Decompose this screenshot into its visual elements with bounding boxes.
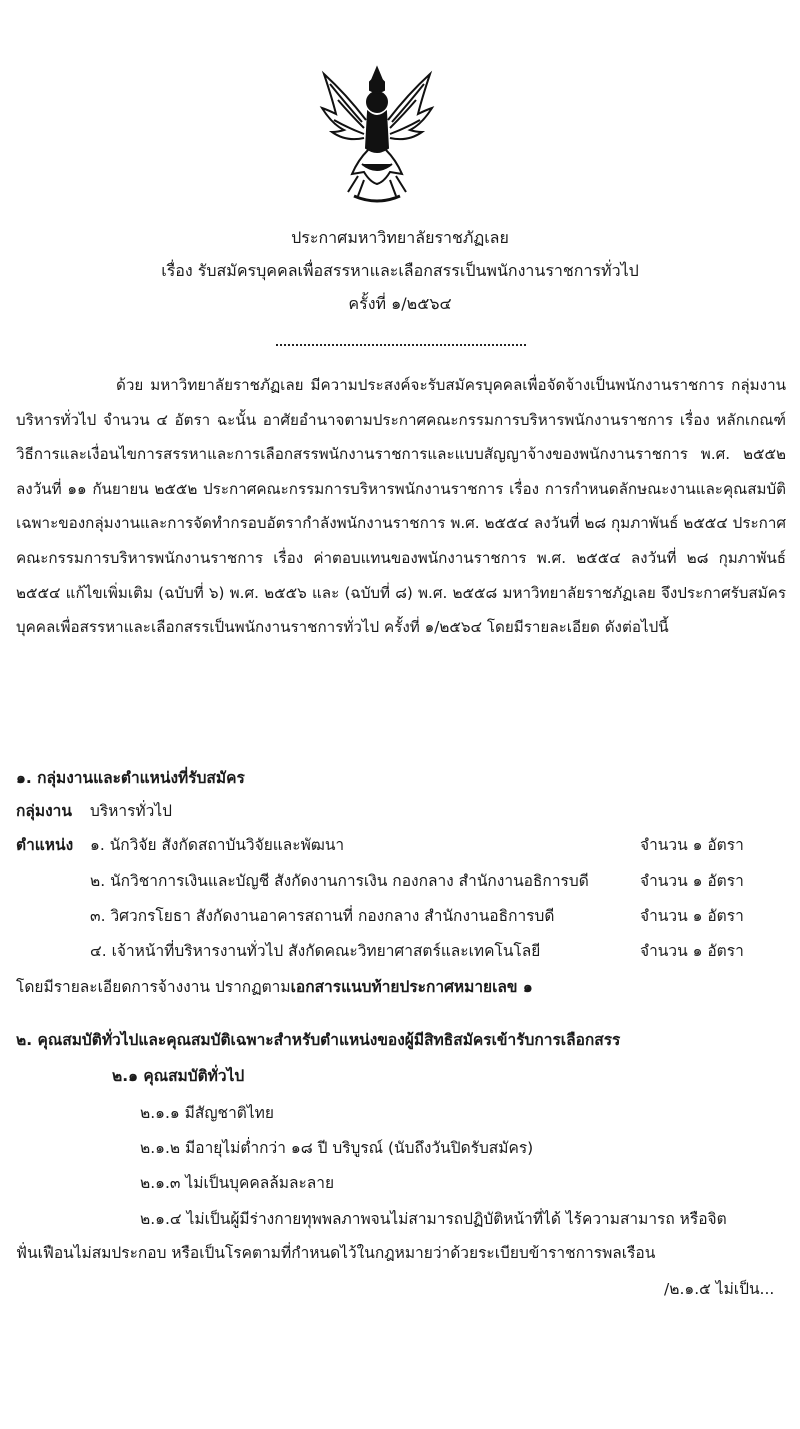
position-item: ๓. วิศวกรโยธา สังกัดงานอาคารสถานที่ กองกลาง สำนักงานอธิการบดี (90, 907, 555, 925)
intro-paragraph: ด้วย มหาวิทยาลัยราชภัฏเลย มีความประสงค์จะรับสมัครบุคคลเพื่อจัดจ้างเป็นพนักงานราชการ กลุ่มงานบริหารทั่วไป จำนวน ๔ อัตรา ฉะนั้น อาศัยอำนาจตามประกาศคณะกรรมการบริหารพนักงานราชการ เรื่อง หลักเกณฑ์ วิธีการและเงื่อนไขการสรรหาและการเลือกสรรพนักงานราชการและแบบสัญญาจ้างของพนักงานราชการ พ.ศ. ๒๕๕๒ ลงวันที่ ๑๑ กันยายน ๒๕๕๒ ประกาศคณะกรรมการบริหารพนักงานราชการ เรื่อง การกำหนดลักษณะงานและคุณสมบัติเฉพาะของกลุ่มงานและการจัดทำกรอบอัตรากำลังพนักงานราชการ พ.ศ. ๒๕๕๔ ลงวันที่ ๒๘ กุมภาพันธ์ ๒๕๕๔ ประกาศคณะกรรมการบริหารพนักงานราชการ เรื่อง ค่าตอบแทนของพนักงานราชการ พ.ศ. ๒๕๕๔ ลงวันที่ ๒๘ กุมภาพันธ์ ๒๕๕๔ แก้ไขเพิ่มเติม (ฉบับที่ ๖) พ.ศ. ๒๕๕๖ และ (ฉบับที่ ๘) พ.ศ. ๒๕๕๘ มหาวิทยาลัยราชภัฏเลย จึงประกาศรับสมัครบุคคลเพื่อสรรหาและเลือกสรรเป็นพนักงานราชการทั่วไป ครั้งที่ ๑/๒๕๖๔ โดยมีรายละเอียด ดังต่อไปนี้ (16, 376, 786, 637)
dotted-divider (276, 344, 526, 346)
document-title: ประกาศมหาวิทยาลัยราชภัฏเลย (291, 228, 509, 247)
position-count: จำนวน ๑ อัตรา (640, 942, 744, 960)
document-round: ครั้งที่ ๑/๒๕๖๔ (348, 294, 452, 313)
garuda-emblem-icon (318, 64, 436, 212)
qualification-item: ๒.๑.๒ มีอายุไม่ต่ำกว่า ๑๘ ปี บริบูรณ์ (นับถึงวันปิดรับสมัคร) (140, 1139, 534, 1157)
section2-subheading: ๒.๑ คุณสมบัติทั่วไป (112, 1067, 245, 1085)
qualification-continuation: ฟั่นเฟือนไม่สมประกอบ หรือเป็นโรคตามที่กำหนดไว้ในกฎหมายว่าด้วยระเบียบข้าราชการพลเรือน (16, 1244, 656, 1262)
position-count: จำนวน ๑ อัตรา (640, 872, 744, 890)
section1-heading: ๑. กลุ่มงานและตำแหน่งที่รับสมัคร (16, 769, 245, 787)
group-value: บริหารทั่วไป (90, 802, 172, 820)
section2-heading: ๒. คุณสมบัติทั่วไปและคุณสมบัติเฉพาะสำหรับตำแหน่งของผู้มีสิทธิสมัครเข้ารับการเลือกสรร (16, 1031, 621, 1049)
continued-marker: /๒.๑.๕ ไม่เป็น... (664, 1280, 775, 1298)
position-count: จำนวน ๑ อัตรา (640, 836, 744, 854)
group-label: กลุ่มงาน (16, 802, 72, 820)
position-item: ๒. นักวิชาการเงินและบัญชี สังกัดงานการเงิน กองกลาง สำนักงานอธิการบดี (90, 872, 589, 890)
detail-prefix: โดยมีรายละเอียดการจ้างงาน ปรากฏตาม (16, 978, 291, 996)
qualification-item: ๒.๑.๑ มีสัญชาติไทย (140, 1104, 274, 1122)
attachment-reference: เอกสารแนบท้ายประกาศหมายเลข ๑ (290, 978, 533, 996)
detail-reference (16, 974, 533, 999)
qualification-item: ๒.๑.๔ ไม่เป็นผู้มีร่างกายทุพพลภาพจนไม่สามารถปฏิบัติหน้าที่ได้ ไร้ความสามารถ หรือจิต (140, 1210, 727, 1228)
qualification-item: ๒.๑.๓ ไม่เป็นบุคคลล้มละลาย (140, 1174, 335, 1192)
position-label: ตำแหน่ง (16, 836, 74, 854)
position-count: จำนวน ๑ อัตรา (640, 907, 744, 925)
position-item: ๑. นักวิจัย สังกัดสถาบันวิจัยและพัฒนา (90, 836, 345, 854)
position-item: ๔. เจ้าหน้าที่บริหารงานทั่วไป สังกัดคณะวิทยาศาสตร์และเทคโนโลยี (90, 942, 541, 960)
document-subject: เรื่อง รับสมัครบุคคลเพื่อสรรหาและเลือกสรรเป็นพนักงานราชการทั่วไป (161, 261, 639, 280)
